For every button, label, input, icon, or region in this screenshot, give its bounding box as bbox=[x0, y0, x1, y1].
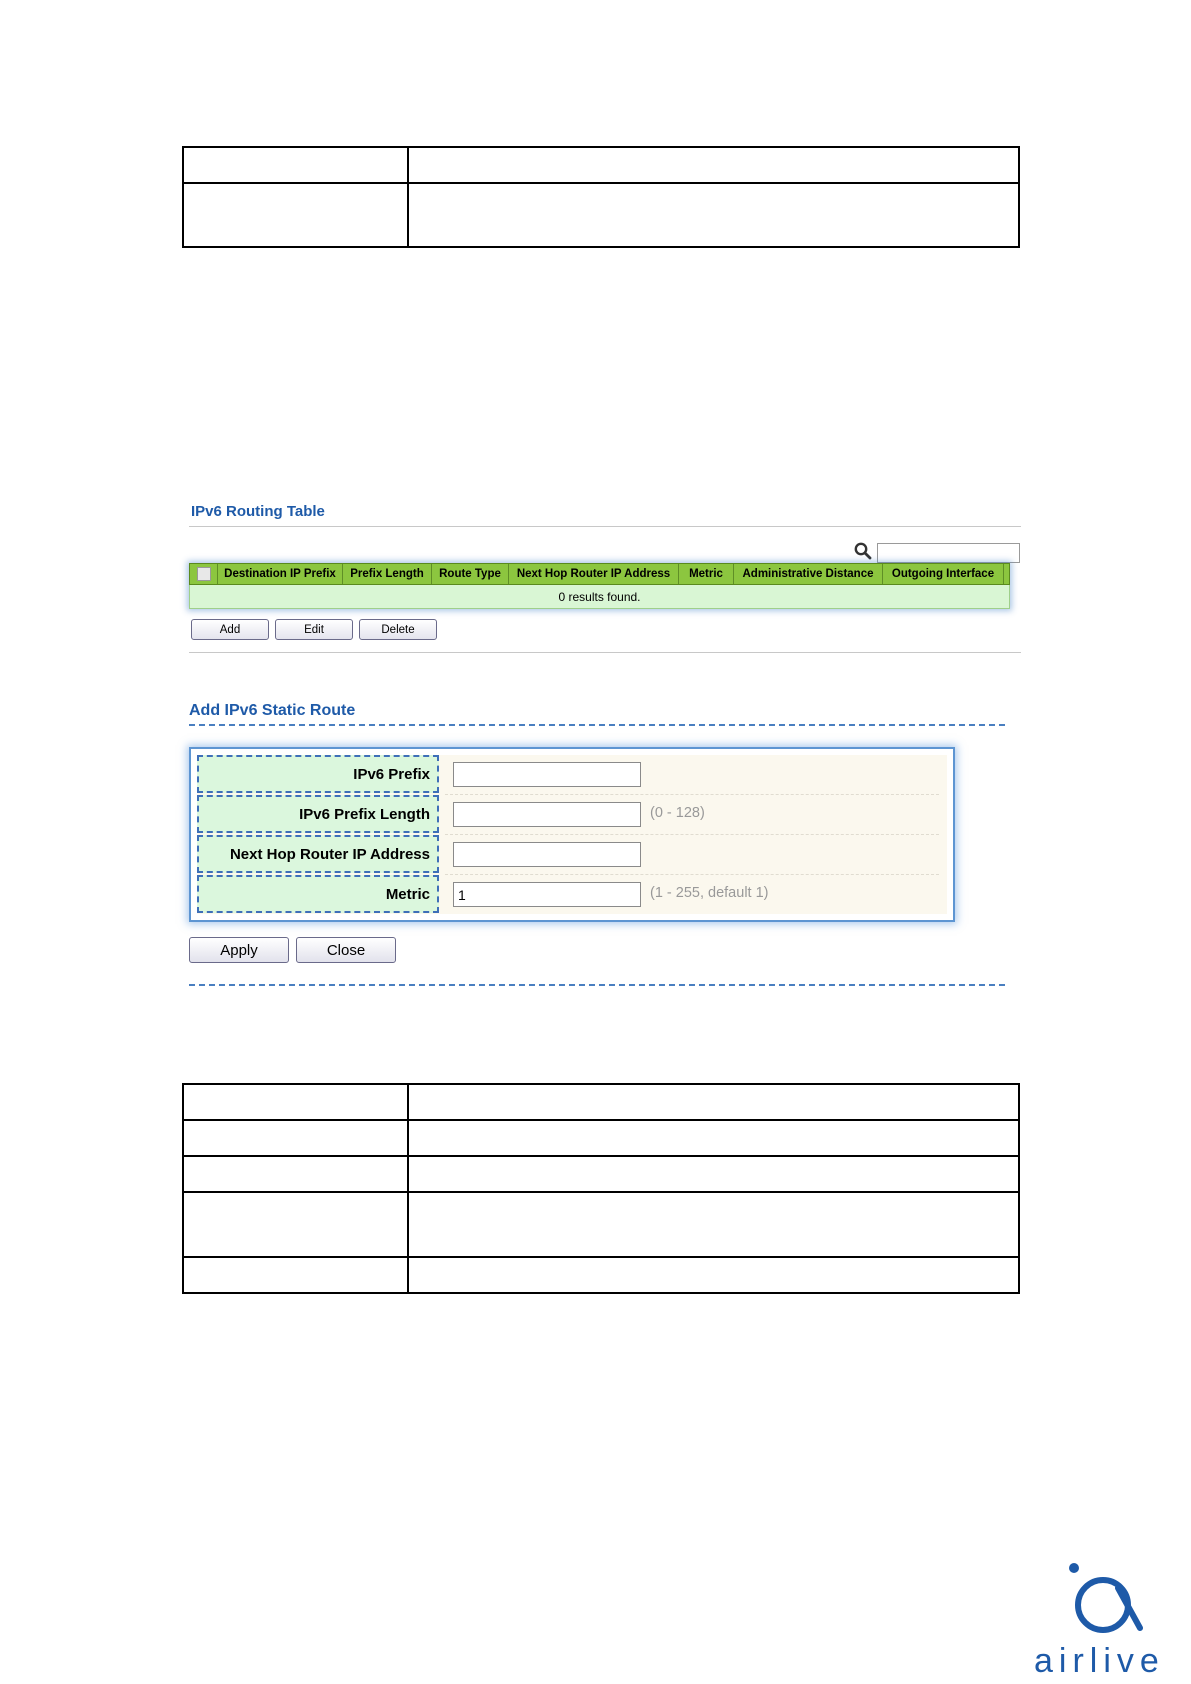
bottom-doc-table bbox=[182, 1083, 1020, 1294]
search-icon[interactable] bbox=[854, 542, 872, 560]
metric-label: Metric bbox=[197, 875, 439, 913]
metric-hint: (1 - 255, default 1) bbox=[650, 885, 769, 901]
col-prefix-length[interactable]: Prefix Length bbox=[343, 564, 432, 584]
routing-table-title: IPv6 Routing Table bbox=[191, 503, 325, 520]
routing-table-divider-top bbox=[189, 526, 1021, 527]
next-hop-label: Next Hop Router IP Address bbox=[197, 835, 439, 873]
ipv6-prefix-length-label: IPv6 Prefix Length bbox=[197, 795, 439, 833]
col-destination-ip-prefix[interactable]: Destination IP Prefix bbox=[218, 564, 343, 584]
col-outgoing-interface[interactable]: Outgoing Interface bbox=[883, 564, 1004, 584]
ipv6-prefix-length-hint: (0 - 128) bbox=[650, 805, 705, 821]
add-button[interactable]: Add bbox=[191, 619, 269, 640]
add-route-divider-bottom bbox=[189, 984, 1005, 986]
ipv6-prefix-input[interactable] bbox=[453, 762, 641, 787]
airlive-logo bbox=[1030, 1560, 1180, 1680]
next-hop-input[interactable] bbox=[453, 842, 641, 867]
routing-table bbox=[189, 563, 1010, 609]
col-next-hop-router-ip[interactable]: Next Hop Router IP Address bbox=[509, 564, 679, 584]
ipv6-prefix-label: IPv6 Prefix bbox=[197, 755, 439, 793]
select-all-checkbox[interactable] bbox=[197, 567, 211, 581]
ipv6-prefix-length-input[interactable] bbox=[453, 802, 641, 827]
add-route-divider-top bbox=[189, 724, 1005, 726]
apply-button[interactable]: Apply bbox=[189, 937, 289, 963]
empty-message: 0 results found. bbox=[558, 589, 641, 604]
routing-table-header bbox=[189, 563, 1010, 585]
select-all-cell[interactable] bbox=[190, 564, 218, 584]
brand-name: airlive bbox=[1034, 1642, 1165, 1680]
edit-button[interactable]: Edit bbox=[275, 619, 353, 640]
routing-table-divider-bottom bbox=[189, 652, 1021, 653]
col-route-type[interactable]: Route Type bbox=[432, 564, 509, 584]
search-input[interactable] bbox=[877, 543, 1020, 563]
form-row-metric bbox=[197, 875, 947, 913]
form-row-ipv6-prefix bbox=[197, 755, 947, 793]
close-button[interactable]: Close bbox=[296, 937, 396, 963]
add-route-title: Add IPv6 Static Route bbox=[189, 702, 356, 719]
top-doc-table bbox=[182, 146, 1020, 248]
routing-table-empty-row bbox=[189, 585, 1010, 609]
form-row-ipv6-prefix-length bbox=[197, 795, 947, 833]
add-route-form bbox=[189, 747, 955, 922]
metric-input[interactable] bbox=[453, 882, 641, 907]
form-row-next-hop bbox=[197, 835, 947, 873]
col-metric[interactable]: Metric bbox=[679, 564, 734, 584]
delete-button[interactable]: Delete bbox=[359, 619, 437, 640]
col-administrative-distance[interactable]: Administrative Distance bbox=[734, 564, 883, 584]
